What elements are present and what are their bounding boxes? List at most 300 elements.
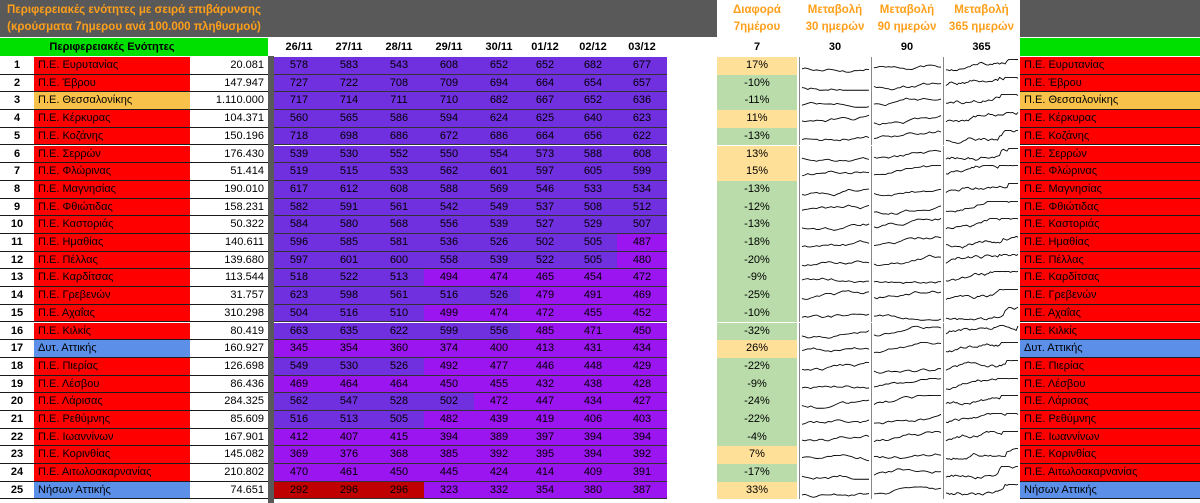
sparkline-graphic <box>944 411 1020 429</box>
daily-value: 470 <box>274 464 324 482</box>
sparkline-path <box>946 325 1018 333</box>
daily-value: 354 <box>520 482 570 500</box>
sparkline-graphic <box>800 376 871 394</box>
daily-value: 580 <box>324 216 374 234</box>
rank-header-cell <box>0 38 34 56</box>
sparkline-365 <box>943 429 1020 447</box>
sparkline-30 <box>799 234 871 252</box>
table-row <box>0 181 1200 199</box>
sparkline-90 <box>871 411 943 429</box>
table-row <box>0 482 1200 500</box>
sparkline-path <box>874 431 941 441</box>
daily-value: 588 <box>424 181 474 199</box>
table-row <box>0 305 1200 323</box>
sparkline-path <box>802 314 869 318</box>
daily-value: 412 <box>274 429 324 447</box>
daily-value: 588 <box>568 146 618 164</box>
sparkline-graphic <box>944 92 1020 110</box>
sparkline-path <box>802 348 869 352</box>
sparkline-90 <box>871 110 943 128</box>
daily-value: 508 <box>568 199 618 217</box>
daily-value: 562 <box>274 393 324 411</box>
region-name-right: Π.Ε. Κοζάνης <box>1020 128 1200 146</box>
daily-value: 529 <box>568 216 618 234</box>
daily-value: 717 <box>274 92 324 110</box>
daily-value: 599 <box>424 323 474 341</box>
region-name-right: Π.Ε. Καστοριάς <box>1020 216 1200 234</box>
sparkline-365 <box>943 446 1020 464</box>
sparkline-365 <box>943 393 1020 411</box>
region-name-right: Π.Ε. Αχαΐας <box>1020 305 1200 323</box>
sparkline-path <box>874 65 941 69</box>
sparkline-path <box>946 236 1018 248</box>
sparkline-path <box>946 396 1018 405</box>
sparkline-path <box>802 115 869 121</box>
daily-value: 455 <box>474 376 524 394</box>
date-header-3: 29/11 <box>435 41 463 53</box>
rank-cell: 24 <box>0 464 34 482</box>
sparkline-graphic <box>872 393 943 411</box>
sparkline-path <box>874 131 941 139</box>
sparkline-graphic <box>800 446 871 464</box>
daily-value: 667 <box>520 92 570 110</box>
daily-value: 392 <box>617 446 667 464</box>
sparkline-graphic <box>800 199 871 217</box>
sparkline-path <box>802 87 869 90</box>
daily-value: 472 <box>474 393 524 411</box>
sparkline-path <box>946 272 1018 282</box>
sparkline-path <box>874 315 941 321</box>
date-header-5: 01/12 <box>531 41 559 53</box>
sparkline-graphic <box>944 429 1020 447</box>
daily-value: 605 <box>568 163 618 181</box>
daily-value: 479 <box>520 287 570 305</box>
population-cell: 86.436 <box>190 376 268 394</box>
daily-value: 391 <box>617 464 667 482</box>
daily-value: 376 <box>324 446 374 464</box>
daily-value: 591 <box>324 199 374 217</box>
rank-cell: 14 <box>0 287 34 305</box>
daily-value: 522 <box>520 252 570 270</box>
daily-value: 549 <box>474 199 524 217</box>
daily-value: 394 <box>568 446 618 464</box>
sparkline-90 <box>871 269 943 287</box>
sparkline-365 <box>943 146 1020 164</box>
change-90-line1: Μεταβολή <box>879 4 935 16</box>
sparkline-graphic <box>800 269 871 287</box>
table-row <box>0 340 1200 358</box>
sparkline-path <box>874 98 941 105</box>
sparkline-30 <box>799 393 871 411</box>
region-name: Π.Ε. Καρδίτσας <box>34 269 190 287</box>
sparkline-path <box>946 77 1018 85</box>
sparkline-path <box>874 237 941 246</box>
week-diff-cell: 26% <box>717 340 797 358</box>
sparkline-path <box>946 183 1018 192</box>
daily-value: 394 <box>617 429 667 447</box>
sparkline-30 <box>799 269 871 287</box>
week-diff-cell: -13% <box>717 216 797 234</box>
sparkline-graphic <box>872 216 943 234</box>
daily-value: 664 <box>520 128 570 146</box>
week-diff-cell: 17% <box>717 57 797 75</box>
daily-value: 374 <box>424 340 474 358</box>
daily-value: 537 <box>520 199 570 217</box>
date-header-2: 28/11 <box>385 41 413 53</box>
daily-value: 608 <box>424 57 474 75</box>
sparkline-365 <box>943 358 1020 376</box>
daily-value: 617 <box>274 181 324 199</box>
region-name: Π.Ε. Ευρυτανίας <box>34 57 190 75</box>
daily-value: 652 <box>474 57 524 75</box>
region-name-right: Π.Ε. Αιτωλοακαρνανίας <box>1020 464 1200 482</box>
week-diff-cell: -32% <box>717 323 797 341</box>
rank-cell: 16 <box>0 323 34 341</box>
week-diff-cell: -4% <box>717 429 797 447</box>
daily-value: 530 <box>324 146 374 164</box>
region-name: Π.Ε. Καστοριάς <box>34 216 190 234</box>
sparkline-90 <box>871 358 943 376</box>
week-diff-cell: 13% <box>717 146 797 164</box>
sparkline-path <box>946 148 1018 160</box>
daily-value: 533 <box>568 181 618 199</box>
sparkline-90 <box>871 323 943 341</box>
sparkline-graphic <box>944 269 1020 287</box>
sparkline-path <box>946 130 1018 143</box>
sparkline-30 <box>799 376 871 394</box>
sparkline-graphic <box>800 57 871 75</box>
daily-value: 552 <box>374 146 424 164</box>
daily-value: 487 <box>617 234 667 252</box>
region-name-right: Π.Ε. Γρεβενών <box>1020 287 1200 305</box>
sparkline-graphic <box>944 163 1020 181</box>
daily-value: 581 <box>374 234 424 252</box>
sparkline-path <box>874 255 941 265</box>
sparkline-graphic <box>944 287 1020 305</box>
sparkline-365 <box>943 323 1020 341</box>
date-header-7: 03/12 <box>628 41 656 53</box>
sparkline-90 <box>871 57 943 75</box>
sparkline-path <box>874 396 941 405</box>
daily-value: 556 <box>474 323 524 341</box>
sparkline-path <box>802 435 869 441</box>
rank-cell: 2 <box>0 75 34 93</box>
table-row <box>0 75 1200 93</box>
daily-value: 554 <box>474 146 524 164</box>
region-name: Π.Ε. Ιωαννίνων <box>34 429 190 447</box>
daily-value: 677 <box>617 57 667 75</box>
week-diff-cell: -9% <box>717 376 797 394</box>
daily-value: 542 <box>424 199 474 217</box>
population-cell: 80.419 <box>190 323 268 341</box>
daily-value: 718 <box>274 128 324 146</box>
sparkline-path <box>874 326 941 336</box>
sparkline-30 <box>799 146 871 164</box>
region-name-right: Π.Ε. Θεσσαλονίκης <box>1020 92 1200 110</box>
sparkline-graphic <box>944 128 1020 146</box>
week-diff-cell: -24% <box>717 393 797 411</box>
change-90-line2: 90 ημερών <box>877 21 937 33</box>
table-row <box>0 199 1200 217</box>
sparkline-30 <box>799 216 871 234</box>
population-cell: 176.430 <box>190 146 268 164</box>
sparkline-graphic <box>944 234 1020 252</box>
sparkline-graphic <box>944 482 1020 500</box>
daily-value: 485 <box>520 323 570 341</box>
sparkline-path <box>874 219 941 228</box>
daily-value: 714 <box>324 92 374 110</box>
region-name: Π.Ε. Μαγνησίας <box>34 181 190 199</box>
sparkline-path <box>874 414 941 424</box>
sparkline-90 <box>871 199 943 217</box>
sparkline-path <box>946 254 1018 263</box>
daily-value: 472 <box>520 305 570 323</box>
daily-value: 445 <box>424 464 474 482</box>
week-diff-cell: -25% <box>717 287 797 305</box>
daily-value: 584 <box>274 216 324 234</box>
sparkline-path <box>802 385 869 388</box>
daily-value: 550 <box>424 146 474 164</box>
daily-value: 507 <box>617 216 667 234</box>
sparkline-90 <box>871 181 943 199</box>
sparkline-path <box>946 219 1018 229</box>
population-cell: 210.802 <box>190 464 268 482</box>
sparkline-graphic <box>800 393 871 411</box>
pop-header-cell <box>190 38 268 56</box>
daily-value: 415 <box>374 429 424 447</box>
daily-value: 594 <box>424 110 474 128</box>
sparkline-365 <box>943 305 1020 323</box>
daily-value: 640 <box>568 110 618 128</box>
region-name: Π.Ε. Θεσσαλονίκης <box>34 92 190 110</box>
daily-value: 597 <box>520 163 570 181</box>
daily-value: 533 <box>374 163 424 181</box>
week-diff-cell: 7% <box>717 446 797 464</box>
daily-value: 586 <box>374 110 424 128</box>
sparkline-30 <box>799 305 871 323</box>
rank-cell: 12 <box>0 252 34 270</box>
rank-cell: 22 <box>0 429 34 447</box>
population-cell: 150.196 <box>190 128 268 146</box>
sparkline-path <box>946 449 1018 460</box>
sparkline-90 <box>871 482 943 500</box>
sparkline-30 <box>799 429 871 447</box>
sparkline-path <box>946 95 1018 104</box>
daily-value: 663 <box>274 323 324 341</box>
region-name-right: Νήσων Αττικής <box>1020 482 1200 500</box>
table-row <box>0 287 1200 305</box>
region-name: Π.Ε. Ρεθύμνης <box>34 411 190 429</box>
region-name: Δυτ. Αττικής <box>34 340 190 358</box>
region-name: Π.Ε. Φλώρινας <box>34 163 190 181</box>
sparkline-graphic <box>800 464 871 482</box>
table-row <box>0 216 1200 234</box>
region-name-right: Π.Ε. Φθιώτιδας <box>1020 199 1200 217</box>
sparkline-365 <box>943 376 1020 394</box>
sparkline-path <box>802 205 869 210</box>
population-cell: 104.371 <box>190 110 268 128</box>
daily-value: 428 <box>617 376 667 394</box>
sparkline-90 <box>871 429 943 447</box>
sparkline-graphic <box>872 482 943 500</box>
table-row <box>0 446 1200 464</box>
diff-header-line1: Διαφορά <box>733 4 781 16</box>
change-30-header <box>799 2 871 36</box>
region-name-right: Π.Ε. Μαγνησίας <box>1020 181 1200 199</box>
daily-value: 510 <box>374 305 424 323</box>
sparkline-path <box>802 291 869 300</box>
daily-value: 332 <box>474 482 524 500</box>
sparkline-graphic <box>944 199 1020 217</box>
daily-value: 598 <box>324 287 374 305</box>
sparkline-path <box>874 282 941 284</box>
region-name: Π.Ε. Αχαΐας <box>34 305 190 323</box>
daily-value: 448 <box>568 358 618 376</box>
daily-value: 652 <box>568 92 618 110</box>
sparkline-30 <box>799 57 871 75</box>
week-diff-cell: -22% <box>717 358 797 376</box>
daily-value: 387 <box>617 482 667 500</box>
change-30-line2: 30 ημερών <box>805 21 865 33</box>
sparkline-graphic <box>872 234 943 252</box>
sparkline-path <box>874 166 941 175</box>
rank-cell: 13 <box>0 269 34 287</box>
rank-cell: 11 <box>0 234 34 252</box>
daily-value: 516 <box>424 287 474 305</box>
daily-value: 450 <box>424 376 474 394</box>
region-name: Π.Ε. Κέρκυρας <box>34 110 190 128</box>
change-90-sub-header: 90 <box>900 41 914 53</box>
daily-value: 608 <box>374 181 424 199</box>
table-row <box>0 234 1200 252</box>
sparkline-path <box>802 189 869 196</box>
daily-value: 727 <box>274 75 324 93</box>
daily-value: 625 <box>520 110 570 128</box>
sparkline-30 <box>799 464 871 482</box>
table-row <box>0 146 1200 164</box>
sparkline-path <box>802 475 869 479</box>
rank-cell: 23 <box>0 446 34 464</box>
week-diff-cell: -10% <box>717 75 797 93</box>
sparkline-graphic <box>800 163 871 181</box>
right-name-header-cell <box>1020 38 1200 56</box>
daily-value: 565 <box>324 110 374 128</box>
sparkline-30 <box>799 411 871 429</box>
sparkline-graphic <box>872 305 943 323</box>
daily-value: 395 <box>520 446 570 464</box>
sparkline-graphic <box>872 146 943 164</box>
daily-value: 568 <box>374 216 424 234</box>
daily-value: 622 <box>374 323 424 341</box>
daily-value: 491 <box>568 287 618 305</box>
rank-cell: 1 <box>0 57 34 75</box>
rank-cell: 8 <box>0 181 34 199</box>
daily-value: 560 <box>274 110 324 128</box>
sparkline-365 <box>943 216 1020 234</box>
sparkline-path <box>874 189 941 196</box>
sparkline-30 <box>799 92 871 110</box>
region-name: Π.Ε. Φθιώτιδας <box>34 199 190 217</box>
daily-value: 505 <box>374 411 424 429</box>
change-365-header <box>943 2 1020 36</box>
daily-value: 539 <box>474 252 524 270</box>
daily-value: 464 <box>324 376 374 394</box>
region-name: Π.Ε. Λέσβου <box>34 376 190 394</box>
population-cell: 310.298 <box>190 305 268 323</box>
sparkline-path <box>946 307 1018 320</box>
sparkline-path <box>874 83 941 90</box>
daily-value: 513 <box>324 411 374 429</box>
daily-value: 292 <box>274 482 324 500</box>
daily-value: 682 <box>474 92 524 110</box>
sparkline-graphic <box>800 429 871 447</box>
change-365-line2: 365 ημερών <box>948 21 1015 33</box>
population-cell: 145.082 <box>190 446 268 464</box>
week-diff-cell: 11% <box>717 110 797 128</box>
week-diff-cell: 33% <box>717 482 797 500</box>
sparkline-graphic <box>800 110 871 128</box>
sparkline-365 <box>943 252 1020 270</box>
population-cell: 126.698 <box>190 358 268 376</box>
daily-value: 389 <box>474 429 524 447</box>
sparkline-path <box>802 278 869 283</box>
daily-value: 561 <box>374 199 424 217</box>
population-cell: 139.680 <box>190 252 268 270</box>
daily-value: 505 <box>568 252 618 270</box>
rank-cell: 25 <box>0 482 34 500</box>
daily-value: 477 <box>474 358 524 376</box>
daily-value: 526 <box>474 287 524 305</box>
sparkline-90 <box>871 446 943 464</box>
sparkline-graphic <box>944 340 1020 358</box>
week-diff-cell: -10% <box>717 305 797 323</box>
daily-value: 502 <box>424 393 474 411</box>
daily-value: 406 <box>568 411 618 429</box>
daily-value: 438 <box>568 376 618 394</box>
sparkline-365 <box>943 199 1020 217</box>
sparkline-30 <box>799 110 871 128</box>
population-cell: 167.901 <box>190 429 268 447</box>
daily-value: 515 <box>324 163 374 181</box>
region-name-right: Π.Ε. Ιωαννίνων <box>1020 429 1200 447</box>
sparkline-365 <box>943 340 1020 358</box>
sparkline-path <box>946 413 1018 422</box>
region-name-right: Π.Ε. Σερρών <box>1020 146 1200 164</box>
sparkline-graphic <box>872 128 943 146</box>
sparkline-365 <box>943 163 1020 181</box>
sparkline-graphic <box>800 216 871 234</box>
daily-value: 480 <box>617 252 667 270</box>
daily-value: 710 <box>424 92 474 110</box>
sparkline-graphic <box>944 57 1020 75</box>
rank-cell: 10 <box>0 216 34 234</box>
sparkline-graphic <box>944 75 1020 93</box>
week-diff-cell: -9% <box>717 269 797 287</box>
daily-value: 502 <box>520 234 570 252</box>
sparkline-graphic <box>872 411 943 429</box>
daily-value: 569 <box>474 181 524 199</box>
sparkline-graphic <box>872 446 943 464</box>
sparkline-path <box>946 378 1018 389</box>
sparkline-90 <box>871 146 943 164</box>
table-row <box>0 411 1200 429</box>
name-column-header: Περιφερειακές Ενότητες <box>34 38 190 56</box>
week-diff-cell: -18% <box>717 234 797 252</box>
region-name-right: Π.Ε. Πιερίας <box>1020 358 1200 376</box>
daily-value: 636 <box>617 92 667 110</box>
region-name-right: Π.Ε. Καρδίτσας <box>1020 269 1200 287</box>
daily-value: 369 <box>274 446 324 464</box>
